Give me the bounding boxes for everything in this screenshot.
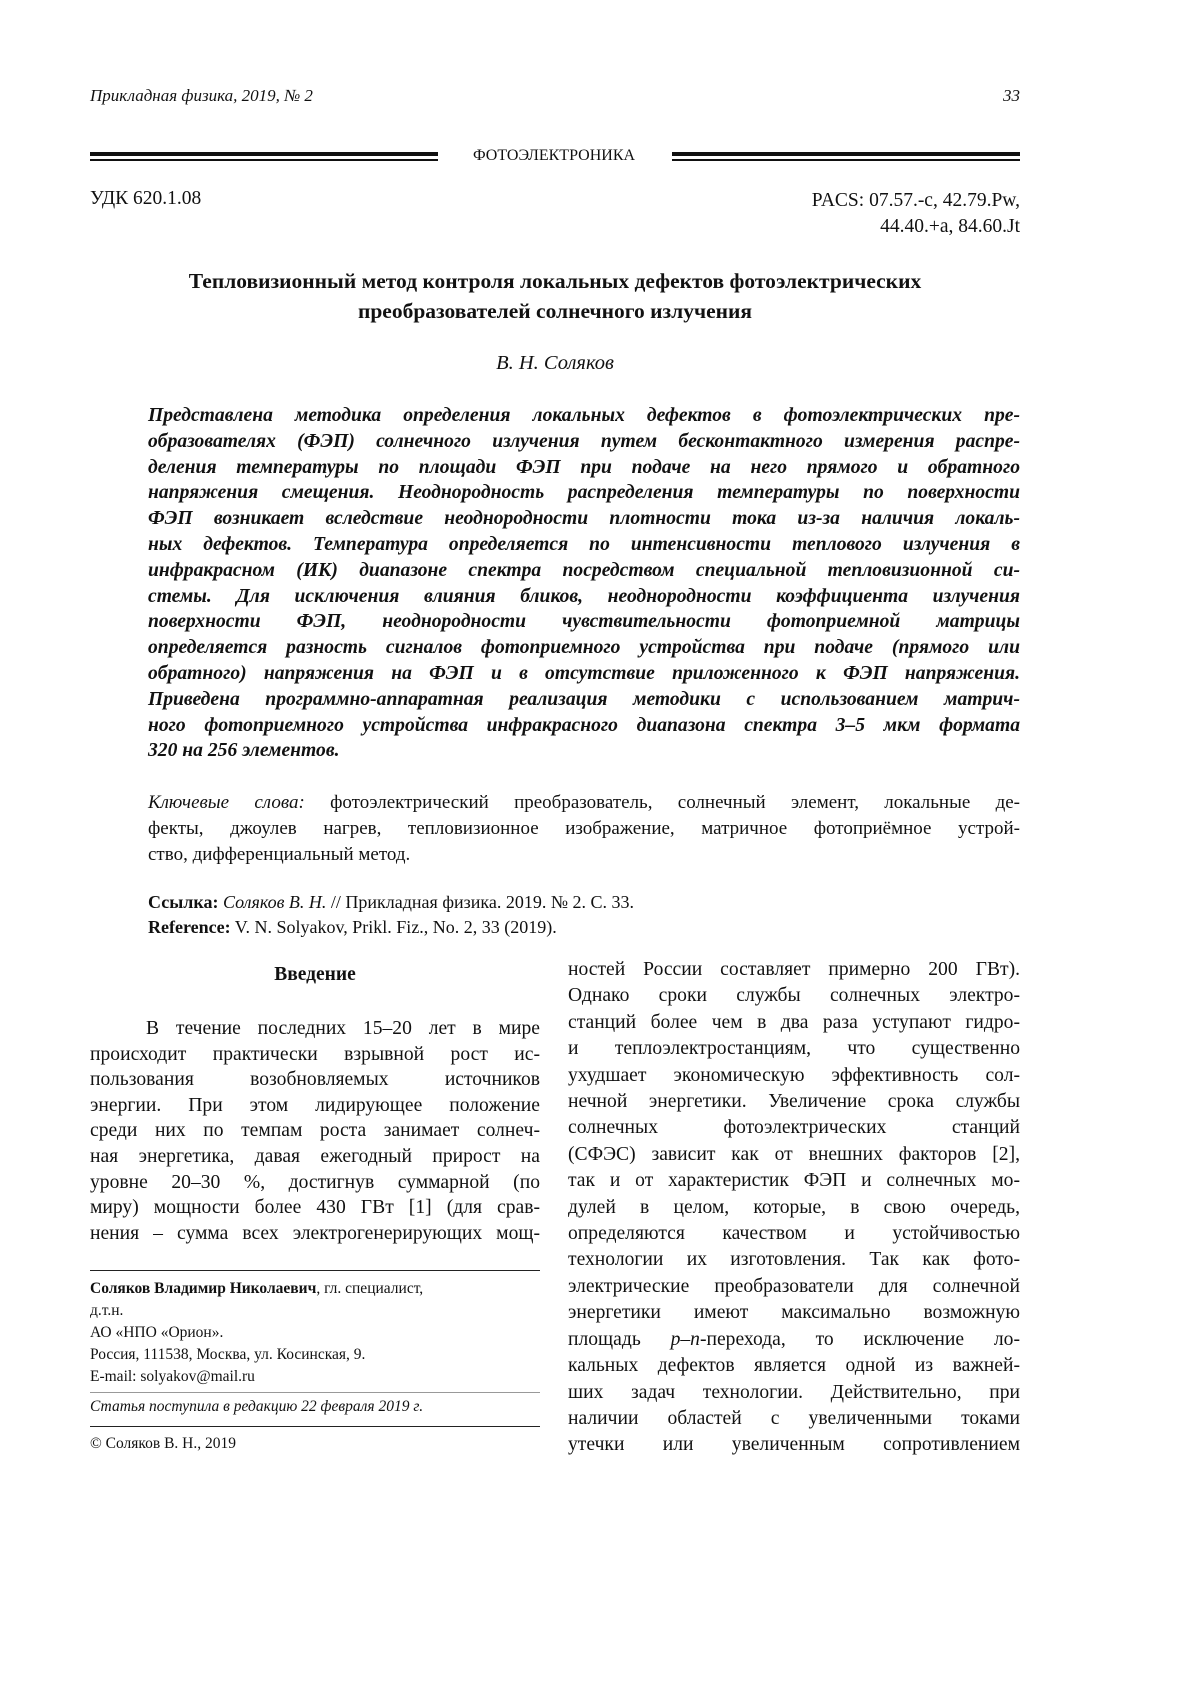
footnote-address: Россия, 111538, Москва, ул. Косинская, 9.	[90, 1344, 540, 1366]
body-line: ших задач технологии. Действительно, при	[568, 1380, 1020, 1406]
intro-heading: Введение	[90, 964, 540, 986]
footnote-degree: д.т.н.	[90, 1300, 540, 1322]
keywords-line: фекты, джоулев нагрев, тепловизионное изображение, матричное фотоприёмное устрой-	[148, 816, 1020, 842]
body-line: энергетики имеют максимально возможную	[568, 1300, 1020, 1326]
abstract-line: определяется разность сигналов фотоприемного устройства при подаче (прямого или	[148, 635, 1020, 661]
copyright-rule	[90, 1426, 540, 1427]
keywords-line	[148, 790, 1020, 816]
abstract-line: деления температуры по площади ФЭП при подаче на него прямого и обратного	[148, 455, 1020, 481]
body-line: ная энергетика, давая ежегодный прирост на	[90, 1144, 540, 1170]
abstract-line: Приведена программно-аппаратная реализация методики с использованием матрич-	[148, 687, 1020, 713]
section-rule-left	[90, 152, 438, 162]
footnote-rule	[90, 1270, 540, 1271]
citation-ru-author: Соляков В. Н.	[223, 892, 326, 912]
body-line: В течение последних 15–20 лет в мире	[90, 1016, 540, 1042]
abstract-line: инфракрасном (ИК) диапазоне спектра посредством специальной тепловизионной си-	[148, 558, 1020, 584]
udc-code: УДК 620.1.08	[90, 188, 201, 210]
body-line: дулей в целом, которые, в свою очередь,	[568, 1195, 1020, 1221]
copyright: © Соляков В. Н., 2019	[90, 1433, 236, 1455]
abstract-line: ных дефектов. Температура определяется по интенсивности теплового излучения в	[148, 532, 1020, 558]
body-line: наличии областей с увеличенными токами	[568, 1406, 1020, 1432]
abstract-line: образователях (ФЭП) солнечного излучения путем бесконтактного измерения распре-	[148, 429, 1020, 455]
footnote-name: Соляков Владимир Николаевич	[90, 1280, 316, 1297]
keywords-line: ство, дифференциальный метод.	[148, 842, 1020, 868]
abstract	[148, 403, 1020, 764]
footnote-separator	[90, 1392, 540, 1393]
section-title: ФОТОЭЛЕКТРОНИКА	[438, 147, 670, 165]
title-line: преобразователей солнечного излучения	[90, 296, 1020, 326]
abstract-line: ФЭП возникает вследствие неоднородности плотности тока из-за наличия локаль-	[148, 506, 1020, 532]
page-number: 33	[990, 86, 1020, 106]
left-column-text	[90, 1016, 540, 1246]
body-line: Однако сроки службы солнечных электро-	[568, 983, 1020, 1009]
body-line: миру) мощности более 430 ГВт [1] (для срав-	[90, 1195, 540, 1221]
body-line: ностей России составляет примерно 200 ГВт).	[568, 957, 1020, 983]
abstract-line: ного фотоприемного устройства инфракрасного диапазона спектра 3–5 мкм формата	[148, 713, 1020, 739]
body-line: нения – сумма всех электрогенерирующих мощ-	[90, 1221, 540, 1247]
journal-header: Прикладная физика, 2019, № 2	[90, 86, 313, 106]
author-name: В. Н. Соляков	[90, 352, 1020, 375]
author-footnote	[90, 1278, 540, 1388]
keywords-text: фотоэлектрический преобразователь, солнечный элемент, локальные де-	[330, 792, 1020, 813]
body-line: определяются качеством и устойчивостью	[568, 1221, 1020, 1247]
citation-ru-text: // Прикладная физика. 2019. № 2. С. 33.	[326, 892, 634, 912]
article-title	[90, 266, 1020, 326]
abstract-line: 320 на 256 элементов.	[148, 738, 1020, 764]
footnote-position: , гл. специалист,	[316, 1280, 423, 1297]
body-line: площадь p–n-перехода, то исключение ло-	[568, 1327, 1020, 1353]
pacs-line: PACS: 07.57.-c, 42.79.Pw,	[812, 188, 1020, 214]
abstract-line: Представлена методика определения локальных дефектов в фотоэлектрических пре-	[148, 403, 1020, 429]
body-line: электрические преобразователи для солнечной	[568, 1274, 1020, 1300]
body-line: пользования возобновляемых источников	[90, 1067, 540, 1093]
body-line: технологии их изготовления. Так как фото-	[568, 1247, 1020, 1273]
body-line: энергии. При этом лидирующее положение	[90, 1093, 540, 1119]
pacs-codes	[812, 188, 1020, 240]
body-line: ухудшает экономическую эффективность сол-	[568, 1063, 1020, 1089]
citation-en	[148, 915, 634, 940]
received-date: Статья поступила в редакцию 22 февраля 2019 г.	[90, 1396, 423, 1418]
citation-block	[148, 890, 634, 940]
body-line: происходит практически взрывной рост ис-	[90, 1042, 540, 1068]
abstract-line: обратного) напряжения на ФЭП и в отсутствие приложенного к ФЭП напряжения.	[148, 661, 1020, 687]
body-line: среди них по темпам роста занимает солнеч-	[90, 1118, 540, 1144]
abstract-line: напряжения смещения. Неоднородность распределения температуры по поверхности	[148, 480, 1020, 506]
body-line: (СФЭС) зависит как от внешних факторов [2],	[568, 1142, 1020, 1168]
body-line: станций более чем в два раза уступают гидро-	[568, 1010, 1020, 1036]
keywords-label: Ключевые слова:	[148, 792, 305, 813]
citation-ru	[148, 890, 634, 915]
body-line: кальных дефектов является одной из важней-	[568, 1353, 1020, 1379]
section-rule-right	[672, 152, 1020, 162]
citation-en-text: V. N. Solyakov, Prikl. Fiz., No. 2, 33 (2019).	[231, 917, 557, 937]
right-column-text	[568, 957, 1020, 1459]
keywords	[148, 790, 1020, 868]
body-line: уровне 20–30 %, достигнув суммарной (по	[90, 1170, 540, 1196]
citation-ru-label: Ссылка:	[148, 892, 218, 912]
citation-en-label: Reference:	[148, 917, 231, 937]
abstract-line: поверхности ФЭП, неоднородности чувствительности фотоприемной матрицы	[148, 609, 1020, 635]
pacs-line: 44.40.+a, 84.60.Jt	[812, 214, 1020, 240]
footnote-org: АО «НПО «Орион».	[90, 1322, 540, 1344]
title-line: Тепловизионный метод контроля локальных дефектов фотоэлектрических	[90, 266, 1020, 296]
abstract-line: стемы. Для исключения влияния бликов, неоднородности коэффициента излучения	[148, 584, 1020, 610]
body-line: так и от характеристик ФЭП и солнечных мо-	[568, 1168, 1020, 1194]
body-line: утечки или увеличенным сопротивлением	[568, 1432, 1020, 1458]
body-line: солнечных фотоэлектрических станций	[568, 1115, 1020, 1141]
footnote-email: E-mail: solyakov@mail.ru	[90, 1366, 540, 1388]
body-line: нечной энергетики. Увеличение срока службы	[568, 1089, 1020, 1115]
body-line: и теплоэлектростанциям, что существенно	[568, 1036, 1020, 1062]
pn-term: p–n	[671, 1329, 700, 1350]
